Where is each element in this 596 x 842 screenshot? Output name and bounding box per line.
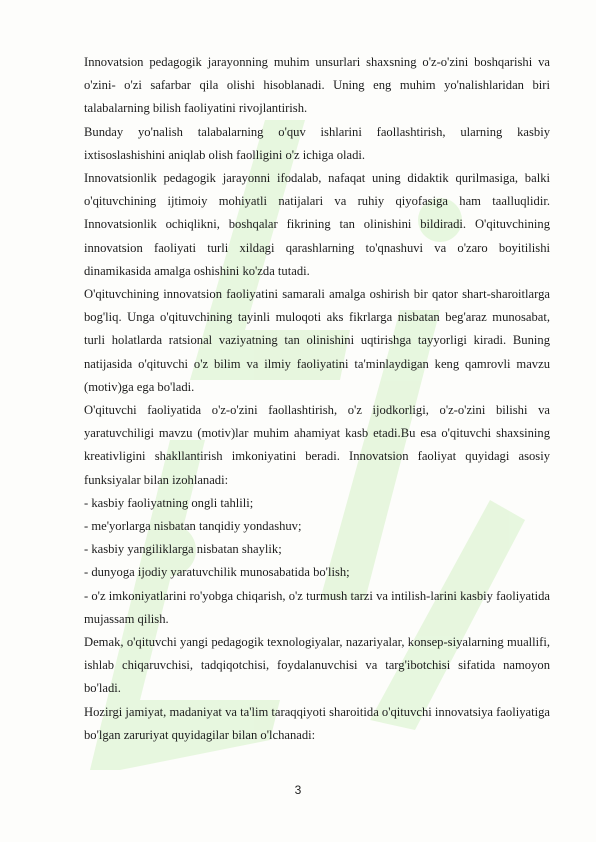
page-number: 3 xyxy=(294,783,302,797)
paragraph-3: Innovatsionlik pedagogik jarayonni ifodalab, nafaqat uning didaktik qurilmasiga, balki o'qituvchining ijtimoiy mohiyatli natijalari va ruhiy qiyofasiga ham taalluqlidir. Innovatsionlik ochiqlikni, boshqalar fikrining tan olinishini bildiradi. O'qituvchining innovatsion faoliyati turli xildagi qarashlarning to'qnashuvi va o'zaro boyitilishi dinamikasida amalga oshishini ko'zda tutadi. xyxy=(84,171,550,278)
paragraph-2: Bunday yo'nalish talabalarning o'quv ishlarini faollashtirish, ularning kasbiy ixtisoslashishini aniqlab olish faolligini o'z ichiga oladi. xyxy=(84,124,550,162)
list-item: - o'z imkoniyatlarini ro'yobga chiqarish, o'z turmush tarzi va intilish-larini kasbiy faoliyatida mujassam qilish. xyxy=(84,588,550,626)
list-item: - dunyoga ijodiy yaratuvchilik munosabatida bo'lish; xyxy=(84,565,350,580)
paragraph-1: Innovatsion pedagogik jarayonning muhim unsurlari shaxsning o'z-o'zini boshqarishi va o'zini- o'zi safarbar qila olishi hisoblanadi. Uning eng muhim yo'nalishlaridan biri talabalarning bilish faoliyatini rivojlantirish. xyxy=(84,55,550,116)
paragraph-5: O'qituvchi faoliyatida o'z-o'zini faollashtirish, o'z ijodkorligi, o'z-o'zini bilishi va yaratuvchiligi mavzu (motiv)lar muhim ahamiyat kasb etadi.Bu esa o'qituvchi shaxsining kreativligini shakllantirish imkoniyatini beradi. Innovatsion faoliyat quyidagi asosiy funksiyalar bilan izohlanadi: xyxy=(84,403,550,487)
list-item: - me'yorlarga nisbatan tanqidiy yondashuv; xyxy=(84,519,302,534)
paragraph-6: Demak, o'qituvchi yangi pedagogik texnologiyalar, nazariyalar, konsep-siyalarning muallifi, ishlab chiqaruvchisi, tadqiqotchisi, foydalanuvchisi va targ'ibotchisi sifatida namoyon bo'ladi. xyxy=(84,635,550,696)
list-item: - kasbiy yangiliklarga nisbatan shaylik; xyxy=(84,542,282,557)
paragraph-7: Hozirgi jamiyat, madaniyat va ta'lim taraqqiyoti sharoitida o'qituvchi innovatsiya faoliyatiga bo'lgan zaruriyat quyidagilar bilan o'lchanadi: xyxy=(84,704,550,742)
list-item: - kasbiy faoliyatning ongli tahlili; xyxy=(84,495,254,510)
paragraph-4: O'qituvchining innovatsion faoliyatini samarali amalga oshirish bir qator shart-sharoitlarga bog'liq. Unga o'qituvchining tayinli muloqoti aks fikrlarga nisbatan beg'araz munosabat, turli holatlarda ratsional vaziyatning tan olinishini uqtirishga tayyorligi kiradi. Buning natijasida o'qituvchi o'z bilim va ilmiy faoliyatini ta'minlaydigan keng qamrovli mavzu (motiv)ga ega bo'ladi. xyxy=(84,287,550,394)
body-text xyxy=(84,51,550,747)
